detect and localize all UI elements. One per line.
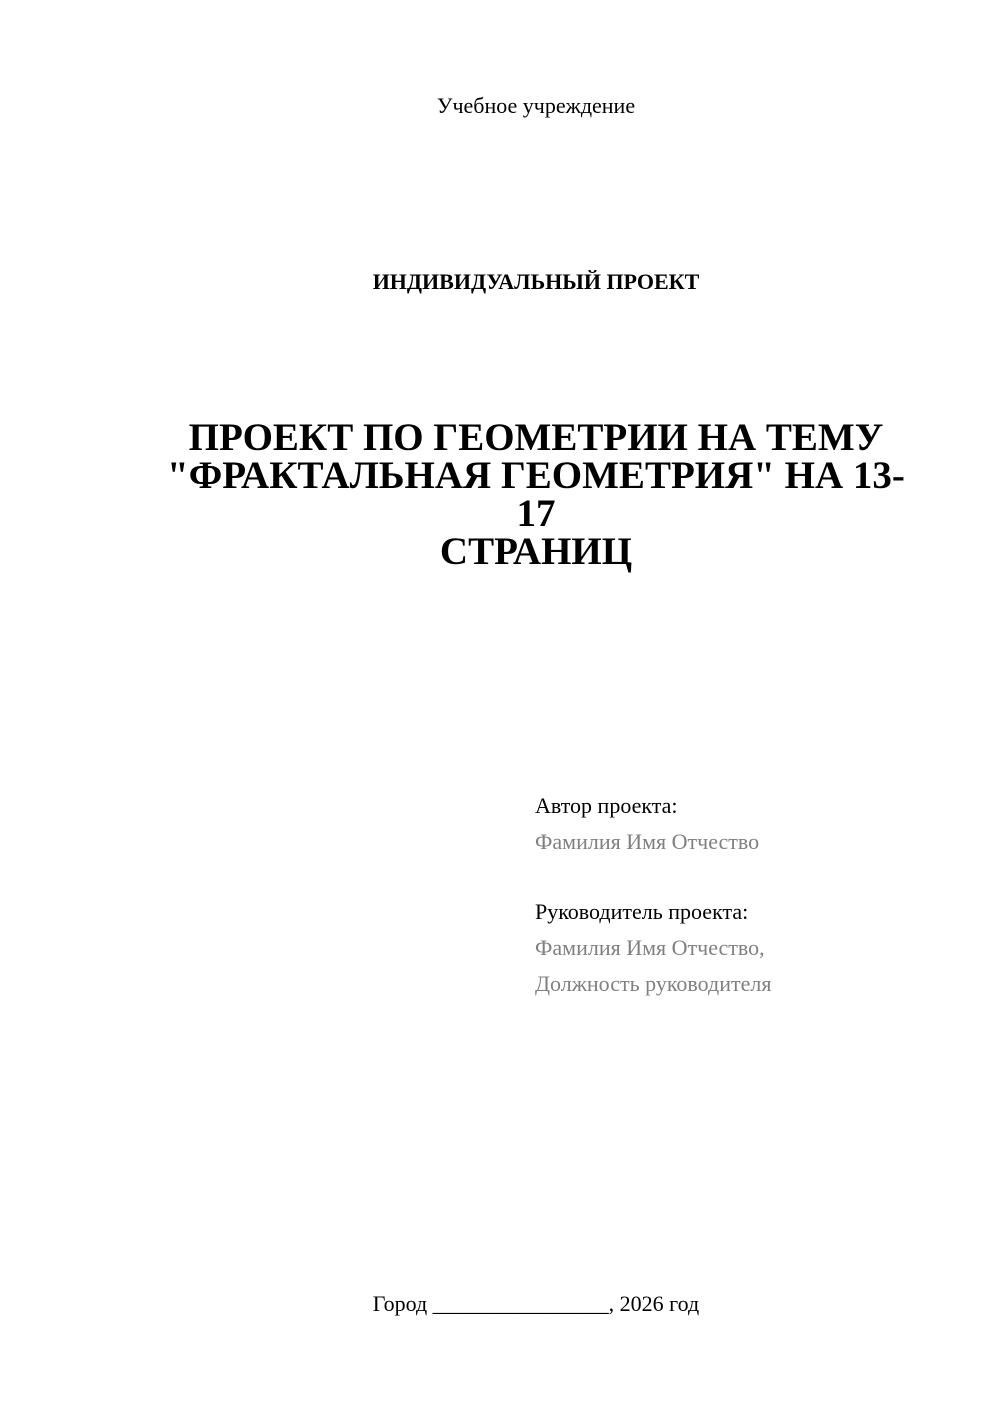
project-title [150, 416, 922, 573]
city-year-footer: Город ________________, 2026 год [372, 1291, 700, 1316]
supervisor-label: Руководитель проекта: [535, 899, 749, 924]
supervisor-position: Должность руководителя [535, 971, 772, 996]
author-name: Фамилия Имя Отчество [535, 829, 760, 854]
project-type-heading: ИНДИВИДУАЛЬНЫЙ ПРОЕКТ [372, 269, 700, 294]
project-title-line-2: "ФРАКТАЛЬНАЯ ГЕОМЕТРИЯ" НА 13-17 [167, 454, 905, 535]
supervisor-name: Фамилия Имя Отчество, [535, 935, 765, 960]
info-spacer [535, 860, 975, 894]
author-label: Автор проекта: [535, 793, 678, 818]
project-title-line-3: СТРАНИЦ [439, 530, 633, 573]
project-title-line-1: ПРОЕКТ ПО ГЕОМЕТРИИ НА ТЕМУ [188, 416, 884, 459]
project-info-block [535, 788, 975, 1002]
institution-name: Учебное учреждение [436, 93, 636, 118]
